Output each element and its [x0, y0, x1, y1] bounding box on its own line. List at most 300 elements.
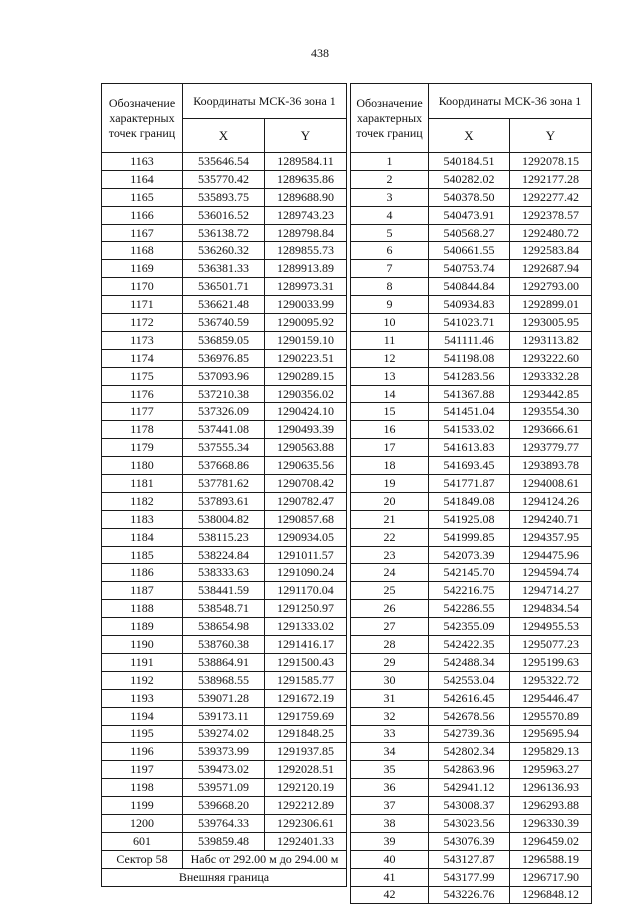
table-row [351, 242, 592, 260]
x-coordinate-cell: 541451.04 [429, 403, 510, 421]
point-id-cell: 1195 [102, 725, 183, 743]
point-id-cell: 1173 [102, 331, 183, 349]
x-coordinate-cell: 542286.55 [429, 600, 510, 618]
table-row [102, 403, 347, 421]
y-coordinate-cell: 1289688.90 [265, 188, 347, 206]
table-row [102, 367, 347, 385]
table-row [102, 457, 347, 475]
x-coordinate-cell: 536501.71 [183, 278, 265, 296]
table-row [102, 224, 347, 242]
y-coordinate-cell: 1291848.25 [265, 725, 347, 743]
x-coordinate-cell: 536976.85 [183, 349, 265, 367]
x-coordinate-cell: 535770.42 [183, 170, 265, 188]
table-row [351, 886, 592, 904]
table-row [102, 636, 347, 654]
point-id-cell: 14 [351, 385, 429, 403]
point-id-cell: 12 [351, 349, 429, 367]
y-coordinate-cell: 1294008.61 [510, 475, 592, 493]
y-coordinate-cell: 1296136.93 [510, 779, 592, 797]
x-coordinate-cell: 542422.35 [429, 636, 510, 654]
y-coordinate-cell: 1293332.28 [510, 367, 592, 385]
y-coordinate-cell: 1296717.90 [510, 868, 592, 886]
point-id-cell: 40 [351, 850, 429, 868]
x-coordinate-cell: 535646.54 [183, 153, 265, 171]
y-coordinate-cell: 1290857.68 [265, 510, 347, 528]
x-coordinate-cell: 540934.83 [429, 296, 510, 314]
x-coordinate-cell: 542739.36 [429, 725, 510, 743]
x-coordinate-cell: 541771.87 [429, 475, 510, 493]
x-coordinate-cell: 538968.55 [183, 671, 265, 689]
y-coordinate-cell: 1290782.47 [265, 492, 347, 510]
point-id-cell: 1191 [102, 653, 183, 671]
table-row [102, 832, 347, 850]
y-coordinate-cell: 1294357.95 [510, 528, 592, 546]
table-row [102, 600, 347, 618]
x-coordinate-cell: 540473.91 [429, 206, 510, 224]
point-id-cell: 8 [351, 278, 429, 296]
table-row [102, 761, 347, 779]
y-coordinate-cell: 1290493.39 [265, 421, 347, 439]
x-coordinate-cell: 542616.45 [429, 689, 510, 707]
table-row [102, 618, 347, 636]
y-coordinate-cell: 1291011.57 [265, 546, 347, 564]
x-coordinate-cell: 542941.12 [429, 779, 510, 797]
y-coordinate-cell: 1293442.85 [510, 385, 592, 403]
x-coordinate-cell: 536138.72 [183, 224, 265, 242]
x-coordinate-cell: 542802.34 [429, 743, 510, 761]
point-id-cell: 1190 [102, 636, 183, 654]
table-row [351, 814, 592, 832]
y-coordinate-cell: 1294834.54 [510, 600, 592, 618]
point-id-cell: 1182 [102, 492, 183, 510]
x-coordinate-cell: 539859.48 [183, 832, 265, 850]
table-row [102, 153, 347, 171]
x-coordinate-cell: 541111.46 [429, 331, 510, 349]
point-id-cell: 36 [351, 779, 429, 797]
y-coordinate-cell: 1289913.89 [265, 260, 347, 278]
table-row [102, 653, 347, 671]
y-coordinate-cell: 1290289.15 [265, 367, 347, 385]
point-id-cell: 1186 [102, 564, 183, 582]
x-coordinate-cell: 539668.20 [183, 797, 265, 815]
table-row [351, 600, 592, 618]
y-coordinate-cell: 1290095.92 [265, 314, 347, 332]
point-id-cell: 1172 [102, 314, 183, 332]
table-row [351, 618, 592, 636]
point-id-cell: 42 [351, 886, 429, 904]
table-row [351, 224, 592, 242]
table-row [351, 314, 592, 332]
y-coordinate-cell: 1290356.02 [265, 385, 347, 403]
table-row [351, 779, 592, 797]
point-id-cell: 1174 [102, 349, 183, 367]
y-coordinate-cell: 1296459.02 [510, 832, 592, 850]
x-coordinate-cell: 538548.71 [183, 600, 265, 618]
coordinates-table-left [101, 83, 347, 887]
x-coordinate-cell: 537326.09 [183, 403, 265, 421]
x-coordinate-cell: 542553.04 [429, 671, 510, 689]
x-coordinate-cell: 536016.52 [183, 206, 265, 224]
point-id-cell: 1167 [102, 224, 183, 242]
y-coordinate-cell: 1294594.74 [510, 564, 592, 582]
y-coordinate-cell: 1291170.04 [265, 582, 347, 600]
table-row [102, 510, 347, 528]
point-id-cell: 1168 [102, 242, 183, 260]
x-coordinate-cell: 539274.02 [183, 725, 265, 743]
point-id-cell: 13 [351, 367, 429, 385]
table-row [351, 296, 592, 314]
x-coordinate-cell: 537555.34 [183, 439, 265, 457]
x-coordinate-cell: 536859.05 [183, 331, 265, 349]
y-coordinate-cell: 1295322.72 [510, 671, 592, 689]
table-row [351, 278, 592, 296]
x-coordinate-cell: 542678.56 [429, 707, 510, 725]
y-coordinate-cell: 1291500.43 [265, 653, 347, 671]
x-coordinate-cell: 543008.37 [429, 797, 510, 815]
x-coordinate-cell: 537441.08 [183, 421, 265, 439]
point-id-cell: 1171 [102, 296, 183, 314]
table-row [102, 671, 347, 689]
table-row [102, 546, 347, 564]
y-coordinate-cell: 1293005.95 [510, 314, 592, 332]
table-row [102, 349, 347, 367]
table-row [351, 457, 592, 475]
y-coordinate-cell: 1296330.39 [510, 814, 592, 832]
y-coordinate-cell: 1292277.42 [510, 188, 592, 206]
table-row [351, 797, 592, 815]
point-id-cell: 33 [351, 725, 429, 743]
point-id-cell: 1163 [102, 153, 183, 171]
point-id-cell: 34 [351, 743, 429, 761]
table-row [351, 850, 592, 868]
table-row [351, 439, 592, 457]
table-row [102, 528, 347, 546]
x-coordinate-cell: 538004.82 [183, 510, 265, 528]
x-coordinate-cell: 542488.34 [429, 653, 510, 671]
table-row [351, 492, 592, 510]
table-row [351, 188, 592, 206]
x-coordinate-cell: 539571.09 [183, 779, 265, 797]
point-id-cell: 26 [351, 600, 429, 618]
point-id-cell: 19 [351, 475, 429, 493]
y-coordinate-cell: 1289855.73 [265, 242, 347, 260]
point-id-cell: 31 [351, 689, 429, 707]
y-coordinate-cell: 1292793.00 [510, 278, 592, 296]
table-header-row [102, 84, 347, 119]
y-coordinate-cell: 1291937.85 [265, 743, 347, 761]
point-id-cell: 15 [351, 403, 429, 421]
table-row [351, 546, 592, 564]
table-row [102, 188, 347, 206]
x-coordinate-cell: 538224.84 [183, 546, 265, 564]
x-coordinate-cell: 539373.99 [183, 743, 265, 761]
y-coordinate-cell: 1293779.77 [510, 439, 592, 457]
x-coordinate-cell: 539473.02 [183, 761, 265, 779]
point-id-cell: 1188 [102, 600, 183, 618]
table-row [102, 314, 347, 332]
outer-boundary-row [102, 868, 347, 886]
point-id-cell: 2 [351, 170, 429, 188]
point-id-cell: 1194 [102, 707, 183, 725]
table-row [102, 797, 347, 815]
y-coordinate-cell: 1292212.89 [265, 797, 347, 815]
x-coordinate-cell: 540378.50 [429, 188, 510, 206]
y-coordinate-cell: 1289743.23 [265, 206, 347, 224]
table-row [102, 779, 347, 797]
x-coordinate-cell: 543127.87 [429, 850, 510, 868]
y-coordinate-cell: 1292401.33 [265, 832, 347, 850]
x-coordinate-cell: 542355.09 [429, 618, 510, 636]
table-row [351, 421, 592, 439]
y-coordinate-cell: 1293893.78 [510, 457, 592, 475]
x-coordinate-cell: 542073.39 [429, 546, 510, 564]
table-row [351, 385, 592, 403]
table-row [351, 636, 592, 654]
y-coordinate-cell: 1289584.11 [265, 153, 347, 171]
point-id-cell: 1192 [102, 671, 183, 689]
point-id-cell: 29 [351, 653, 429, 671]
point-id-cell: 1198 [102, 779, 183, 797]
x-coordinate-cell: 538333.63 [183, 564, 265, 582]
y-coordinate-cell: 1295963.27 [510, 761, 592, 779]
x-coordinate-cell: 540753.74 [429, 260, 510, 278]
point-id-cell: 1177 [102, 403, 183, 421]
x-coordinate-cell: 539764.33 [183, 814, 265, 832]
table-row [102, 278, 347, 296]
table-row [351, 653, 592, 671]
table-row [351, 403, 592, 421]
point-id-cell: 1180 [102, 457, 183, 475]
x-coordinate-cell: 543226.76 [429, 886, 510, 904]
point-id-cell: 21 [351, 510, 429, 528]
table-row [351, 743, 592, 761]
x-coordinate-cell: 540282.02 [429, 170, 510, 188]
header-coord-title: Координаты МСК-36 зона 1 [183, 84, 347, 119]
table-row [102, 743, 347, 761]
x-coordinate-cell: 537668.86 [183, 457, 265, 475]
y-coordinate-cell: 1295199.63 [510, 653, 592, 671]
table-row [351, 331, 592, 349]
point-id-cell: 32 [351, 707, 429, 725]
point-id-cell: 9 [351, 296, 429, 314]
x-coordinate-cell: 536621.48 [183, 296, 265, 314]
y-coordinate-cell: 1293554.30 [510, 403, 592, 421]
x-coordinate-cell: 540184.51 [429, 153, 510, 171]
x-coordinate-cell: 541849.08 [429, 492, 510, 510]
x-coordinate-cell: 540568.27 [429, 224, 510, 242]
point-id-cell: 4 [351, 206, 429, 224]
table-row [351, 206, 592, 224]
point-id-cell: 1197 [102, 761, 183, 779]
x-coordinate-cell: 536260.32 [183, 242, 265, 260]
coordinates-table-right-body [351, 84, 592, 904]
x-coordinate-cell: 535893.75 [183, 188, 265, 206]
table-row [102, 296, 347, 314]
y-coordinate-cell: 1291585.77 [265, 671, 347, 689]
x-coordinate-cell: 541023.71 [429, 314, 510, 332]
point-id-cell: 1181 [102, 475, 183, 493]
point-id-cell: 16 [351, 421, 429, 439]
header-point-label: Обозначение характерных точек границ [351, 84, 429, 153]
table-row [351, 725, 592, 743]
table-row [102, 206, 347, 224]
point-id-cell: 28 [351, 636, 429, 654]
x-coordinate-cell: 540661.55 [429, 242, 510, 260]
x-coordinate-cell: 542863.96 [429, 761, 510, 779]
table-row [102, 475, 347, 493]
header-x: X [429, 119, 510, 153]
y-coordinate-cell: 1294475.96 [510, 546, 592, 564]
x-coordinate-cell: 536740.59 [183, 314, 265, 332]
x-coordinate-cell: 538654.98 [183, 618, 265, 636]
x-coordinate-cell: 537210.38 [183, 385, 265, 403]
y-coordinate-cell: 1292078.15 [510, 153, 592, 171]
x-coordinate-cell: 541283.56 [429, 367, 510, 385]
point-id-cell: 1196 [102, 743, 183, 761]
point-id-cell: 18 [351, 457, 429, 475]
x-coordinate-cell: 541613.83 [429, 439, 510, 457]
x-coordinate-cell: 542216.75 [429, 582, 510, 600]
point-id-cell: 1193 [102, 689, 183, 707]
x-coordinate-cell: 541198.08 [429, 349, 510, 367]
y-coordinate-cell: 1290223.51 [265, 349, 347, 367]
y-coordinate-cell: 1289973.31 [265, 278, 347, 296]
y-coordinate-cell: 1291416.17 [265, 636, 347, 654]
point-id-cell: 25 [351, 582, 429, 600]
y-coordinate-cell: 1294714.27 [510, 582, 592, 600]
table-row [351, 510, 592, 528]
table-row [351, 671, 592, 689]
table-row [102, 689, 347, 707]
point-id-cell: 38 [351, 814, 429, 832]
table-row [351, 170, 592, 188]
table-row [351, 582, 592, 600]
table-row [102, 385, 347, 403]
point-id-cell: 27 [351, 618, 429, 636]
header-y: Y [265, 119, 347, 153]
coordinates-table-right [350, 83, 592, 904]
point-id-cell: 24 [351, 564, 429, 582]
x-coordinate-cell: 537093.96 [183, 367, 265, 385]
x-coordinate-cell: 541999.85 [429, 528, 510, 546]
y-coordinate-cell: 1291759.69 [265, 707, 347, 725]
point-id-cell: 1187 [102, 582, 183, 600]
table-row [351, 689, 592, 707]
header-y: Y [510, 119, 592, 153]
y-coordinate-cell: 1289635.86 [265, 170, 347, 188]
point-id-cell: 6 [351, 242, 429, 260]
table-row [102, 725, 347, 743]
y-coordinate-cell: 1289798.84 [265, 224, 347, 242]
point-id-cell: 1166 [102, 206, 183, 224]
point-id-cell: 1178 [102, 421, 183, 439]
table-row [351, 832, 592, 850]
y-coordinate-cell: 1293666.61 [510, 421, 592, 439]
point-id-cell: 20 [351, 492, 429, 510]
point-id-cell: 601 [102, 832, 183, 850]
y-coordinate-cell: 1294124.26 [510, 492, 592, 510]
sector-label: Сектор 58 [102, 850, 183, 868]
table-row [102, 242, 347, 260]
header-point-label: Обозначение характерных точек границ [102, 84, 183, 153]
page-number: 438 [311, 46, 329, 60]
table-row [102, 439, 347, 457]
y-coordinate-cell: 1291250.97 [265, 600, 347, 618]
x-coordinate-cell: 539071.28 [183, 689, 265, 707]
x-coordinate-cell: 540844.84 [429, 278, 510, 296]
table-row [351, 349, 592, 367]
x-coordinate-cell: 541925.08 [429, 510, 510, 528]
y-coordinate-cell: 1291672.19 [265, 689, 347, 707]
y-coordinate-cell: 1296293.88 [510, 797, 592, 815]
point-id-cell: 1183 [102, 510, 183, 528]
table-row [102, 170, 347, 188]
y-coordinate-cell: 1296848.12 [510, 886, 592, 904]
x-coordinate-cell: 539173.11 [183, 707, 265, 725]
x-coordinate-cell: 542145.70 [429, 564, 510, 582]
point-id-cell: 17 [351, 439, 429, 457]
x-coordinate-cell: 538864.91 [183, 653, 265, 671]
table-row [351, 564, 592, 582]
y-coordinate-cell: 1292177.28 [510, 170, 592, 188]
table-row [351, 761, 592, 779]
table-header-row [351, 84, 592, 119]
coordinates-table-left-body [102, 84, 347, 887]
point-id-cell: 1175 [102, 367, 183, 385]
point-id-cell: 1185 [102, 546, 183, 564]
x-coordinate-cell: 537781.62 [183, 475, 265, 493]
y-coordinate-cell: 1296588.19 [510, 850, 592, 868]
x-coordinate-cell: 537893.61 [183, 492, 265, 510]
point-id-cell: 1199 [102, 797, 183, 815]
point-id-cell: 1176 [102, 385, 183, 403]
point-id-cell: 39 [351, 832, 429, 850]
point-id-cell: 1184 [102, 528, 183, 546]
table-row [351, 260, 592, 278]
x-coordinate-cell: 541693.45 [429, 457, 510, 475]
header-x: X [183, 119, 265, 153]
table-row [351, 153, 592, 171]
point-id-cell: 7 [351, 260, 429, 278]
y-coordinate-cell: 1292306.61 [265, 814, 347, 832]
y-coordinate-cell: 1295829.13 [510, 743, 592, 761]
table-row [102, 492, 347, 510]
table-row [351, 707, 592, 725]
y-coordinate-cell: 1295077.23 [510, 636, 592, 654]
table-row [102, 582, 347, 600]
y-coordinate-cell: 1293113.82 [510, 331, 592, 349]
point-id-cell: 1164 [102, 170, 183, 188]
point-id-cell: 41 [351, 868, 429, 886]
y-coordinate-cell: 1291090.24 [265, 564, 347, 582]
table-row [102, 707, 347, 725]
table-row [102, 331, 347, 349]
y-coordinate-cell: 1290424.10 [265, 403, 347, 421]
outer-boundary-label: Внешняя граница [102, 868, 347, 886]
y-coordinate-cell: 1292378.57 [510, 206, 592, 224]
header-coord-title: Координаты МСК-36 зона 1 [429, 84, 592, 119]
y-coordinate-cell: 1290563.88 [265, 439, 347, 457]
x-coordinate-cell: 541533.02 [429, 421, 510, 439]
y-coordinate-cell: 1290033.99 [265, 296, 347, 314]
table-row [102, 260, 347, 278]
x-coordinate-cell: 538115.23 [183, 528, 265, 546]
y-coordinate-cell: 1290934.05 [265, 528, 347, 546]
point-id-cell: 23 [351, 546, 429, 564]
y-coordinate-cell: 1295695.94 [510, 725, 592, 743]
y-coordinate-cell: 1292480.72 [510, 224, 592, 242]
y-coordinate-cell: 1291333.02 [265, 618, 347, 636]
